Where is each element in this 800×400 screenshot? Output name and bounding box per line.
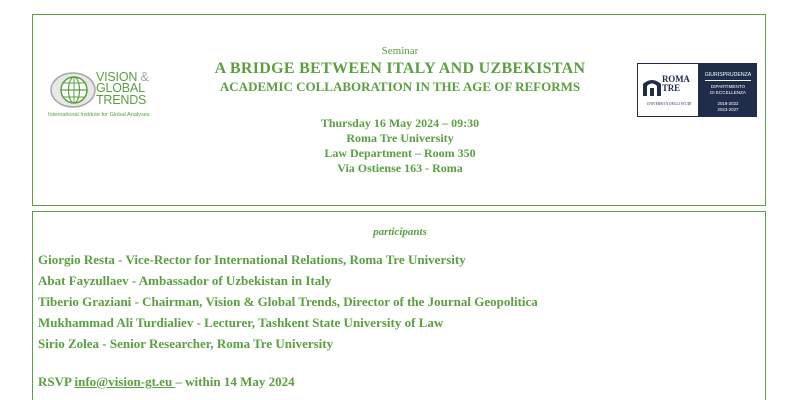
logo-tagline: International Institute for Global Analyses [48, 112, 150, 118]
seminar-subtitle: ACADEMIC COLLABORATION IN THE AGE OF REFORMS [219, 79, 581, 94]
roma-tre-logo-right [699, 63, 757, 117]
participant-item: Giorgio Resta - Vice-Rector for International Relations, Roma Tre University [38, 252, 466, 267]
seminar-label: Seminar [381, 45, 419, 57]
rsvp-email-link[interactable]: info@vision-gt.eu [74, 374, 176, 389]
roma-tre-logo [637, 63, 757, 117]
department-label: DIPARTIMENTO [710, 84, 746, 89]
roma-tre-tre: TRE [662, 83, 680, 93]
participants-label: participants [373, 226, 427, 238]
roma-tre-logo-left [637, 63, 699, 117]
roma-tre-roma: ROMA [662, 74, 690, 84]
event-address: Via Ostiense 163 - Roma [337, 161, 463, 175]
event-room: Law Department – Room 350 [324, 146, 476, 160]
years-label-1: 2018-2022 [717, 101, 739, 106]
logo-word-trends: TRENDS [96, 93, 147, 107]
event-university: Roma Tre University [346, 131, 454, 145]
years-label-2: 2023-2027 [717, 107, 739, 112]
logo-word-vision: VISION & [96, 70, 149, 84]
excellence-label: DI ECCELLENZA [710, 90, 746, 95]
rsvp-deadline: – within 14 May 2024 [175, 374, 295, 389]
logo-word-global: GLOBAL [96, 81, 145, 95]
participant-item: Abat Fayzullaev - Ambassador of Uzbekistan in Italy [38, 273, 332, 288]
rsvp-line [38, 374, 295, 390]
arch-icon [641, 76, 663, 98]
event-date-time: Thursday 16 May 2024 – 09:30 [320, 116, 480, 130]
roma-tre-university: UNIVERSITÀ DEGLI STUDI [646, 102, 692, 106]
seminar-title: A BRIDGE BETWEEN ITALY AND UZBEKISTAN [214, 60, 586, 77]
logo-divider [705, 80, 751, 81]
participant-item: Mukhammad Ali Turdialiev - Lecturer, Tashkent State University of Law [38, 315, 444, 330]
participant-item: Sirio Zolea - Senior Researcher, Roma Tre University [38, 336, 334, 351]
participant-item: Tiberio Graziani - Chairman, Vision & Global Trends, Director of the Journal Geopolitica [38, 294, 538, 309]
participants-list [38, 249, 538, 354]
rsvp-label: RSVP [38, 374, 72, 389]
faculty-label: GIURISPRUDENZA [704, 72, 752, 78]
